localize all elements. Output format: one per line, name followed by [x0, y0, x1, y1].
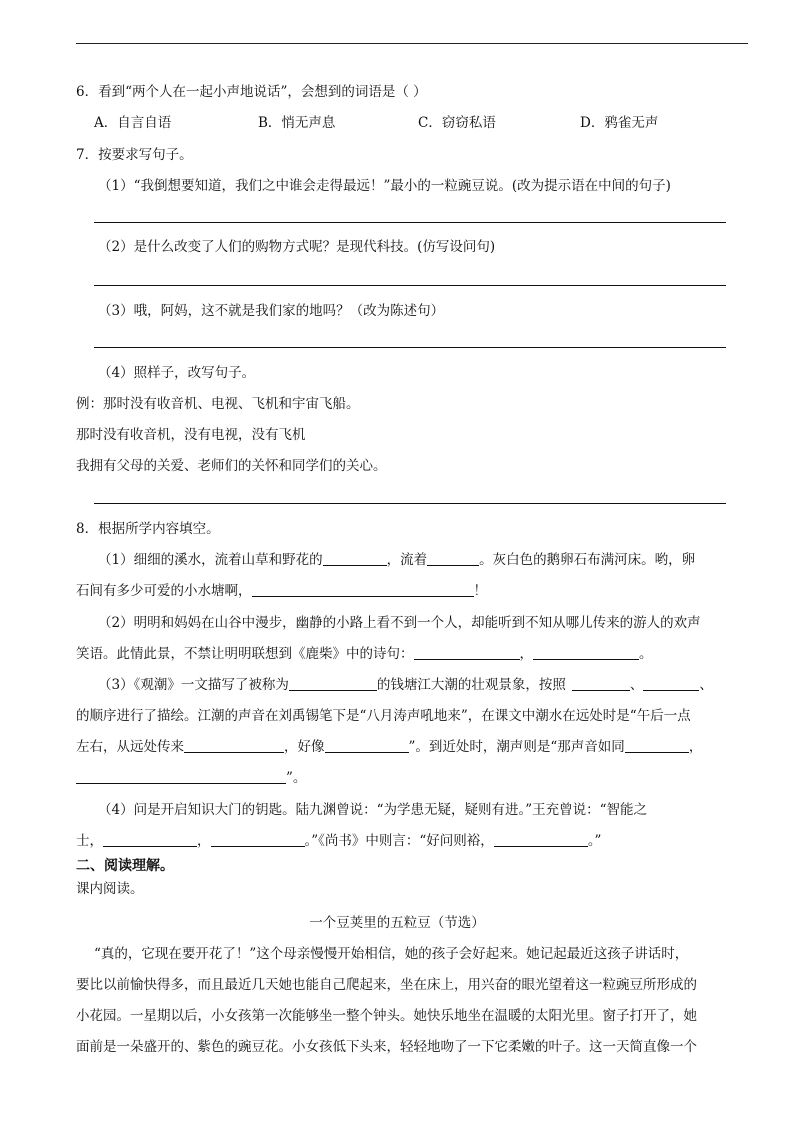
q7-stem: 7．按要求写句子。 [76, 147, 193, 163]
q8-p3-text-g: ，好像 [284, 739, 325, 755]
header-rule [76, 43, 748, 44]
q8-blank-13[interactable] [103, 832, 197, 847]
q7-part1: （1）“我倒想要知道，我们之中谁会走得最远！”最小的一粒豌豆说。(改为提示语在中间的句子) [98, 178, 671, 194]
q6-option-d[interactable]: D．鸦雀无声 [580, 115, 659, 131]
q8-part2-line1: （2）明明和妈妈在山谷中漫步，幽静的小路上看不到一个人，却能听到不知从哪儿传来的游人的欢声 [98, 615, 701, 631]
q8-blank-3[interactable] [252, 582, 474, 597]
q8-blank-5[interactable] [533, 645, 639, 660]
passage-line-3: 小花园。一星期以后，小女孩第一次能够坐一整个钟头。她快乐地坐在温暖的太阳光里。窗子打开了，她 [76, 1008, 697, 1024]
q8-blank-8[interactable] [643, 676, 699, 691]
q8-blank-4[interactable] [414, 645, 520, 660]
q8-blank-10[interactable] [325, 738, 409, 753]
q7-example-answer: 那时没有收音机，没有电视，没有飞机 [76, 427, 306, 443]
q8-p3-text-f: 左右，从远处传来 [76, 739, 184, 755]
passage-line-4: 面前是一朵盛开的、紫色的豌豆花。小女孩低下头来，轻轻地吻了一下它柔嫩的叶子。这一天简直像一个 [76, 1039, 697, 1055]
q8-blank-2[interactable] [427, 551, 479, 566]
q8-blank-15[interactable] [494, 832, 588, 847]
q8-p3-text-a: （3）《观潮》一文描写了被称为 [98, 677, 289, 693]
q8-p3-text-h: ”。到近处时，潮声则是“那声音如同 [408, 739, 625, 755]
q8-blank-14[interactable] [211, 832, 305, 847]
q7-answer-line-3[interactable] [94, 347, 726, 348]
q8-part4-line2 [76, 832, 601, 850]
q8-p2-text-b: 笑语。此情此景，不禁让明明联想到《鹿柴》中的诗句： [76, 646, 414, 662]
q8-part1-line2 [76, 582, 487, 600]
q6-option-a[interactable]: A．自言自语 [94, 115, 172, 131]
q8-p1-text-c: 。灰白色的鹅卵石布满河床。哟，卵 [479, 552, 696, 568]
q8-blank-9[interactable] [184, 738, 284, 753]
q8-p2-text-d: 。 [639, 646, 653, 662]
section-title: 二、阅读理解。 [76, 858, 174, 874]
q6-option-c[interactable]: C．窃窃私语 [418, 115, 496, 131]
passage-line-1: “真的，它现在要开花了！”这个母亲慢慢开始相信，她的孩子会好起来。她记起最近这孩子讲话时， [94, 946, 689, 962]
q8-p3-text-j: ”。 [286, 770, 307, 786]
q6-stem: 6．看到“两个人在一起小声地说话”，会想到的词语是（ ） [76, 84, 427, 100]
q8-p4-text-d: 。”《尚书》中则言：“好问则裕， [304, 833, 494, 849]
q8-p1-text-e: ！ [473, 583, 487, 599]
q8-p3-text-i: ， [688, 739, 703, 755]
q7-answer-line-2[interactable] [94, 285, 726, 286]
q8-blank-12[interactable] [76, 769, 286, 784]
q8-part1-line1 [98, 551, 695, 569]
q8-part3-line3 [76, 738, 702, 756]
q8-p1-text-b: ，流着 [386, 552, 428, 568]
q7-answer-line-1[interactable] [94, 222, 726, 223]
passage-line-2: 要比以前愉快得多，而且最近几天她也能自己爬起来，坐在床上，用兴奋的眼光望着这一粒豌豆所形成的 [76, 977, 697, 993]
q8-p3-text-d: 、 [699, 677, 713, 693]
q8-part3-line1 [98, 676, 713, 694]
q8-blank-6[interactable] [289, 676, 377, 691]
q8-p1-text-a: （1）细细的溪水，流着山草和野花的 [98, 552, 323, 568]
q8-part4-line1: （4）问是开启知识大门的钥匙。陆九渊曾说：“为学患无疑，疑则有进。”王充曾说：“智能之 [98, 802, 648, 818]
q7-part2: （2）是什么改变了人们的购物方式呢？是现代科技。(仿写设问句) [98, 239, 496, 255]
q8-p3-text-c: 、 [629, 677, 644, 693]
q8-part2-line2 [76, 645, 653, 663]
passage-title: 一个豆荚里的五粒豆（节选） [309, 915, 485, 931]
q8-p4-text-e: 。” [587, 833, 602, 849]
q8-part3-line4 [76, 769, 306, 787]
q7-part3: （3）哦，阿妈，这不就是我们家的地吗？（改为陈述句） [98, 303, 445, 319]
q7-example: 例：那时没有收音机、电视、飞机和宇宙飞船。 [76, 396, 360, 412]
q7-part4: （4）照样子，改写句子。 [98, 365, 256, 381]
q8-p1-text-d: 石间有多少可爱的小水塘啊， [76, 583, 252, 599]
section-subtitle: 课内阅读。 [76, 881, 144, 897]
q8-part3-line2: 的顺序进行了描绘。江潮的声音在刘禹锡笔下是“八月涛声吼地来”，在课文中潮水在远处时是“午后一点 [76, 708, 691, 724]
q8-p4-text-b: 士， [76, 833, 103, 849]
q6-option-b[interactable]: B．悄无声息 [258, 115, 336, 131]
q7-task-sentence: 我拥有父母的关爱、老师们的关怀和同学们的关心。 [76, 458, 387, 474]
q8-p3-text-b: 的钱塘江大潮的壮观景象，按照 [376, 677, 566, 693]
q8-stem: 8．根据所学内容填空。 [76, 521, 220, 537]
q7-answer-line-4[interactable] [94, 503, 726, 504]
q8-blank-1[interactable] [323, 551, 387, 566]
q8-blank-7[interactable] [572, 676, 630, 691]
q8-p2-text-c: ， [519, 646, 533, 662]
q8-p4-text-c: ， [197, 833, 211, 849]
q8-blank-11[interactable] [625, 738, 689, 753]
